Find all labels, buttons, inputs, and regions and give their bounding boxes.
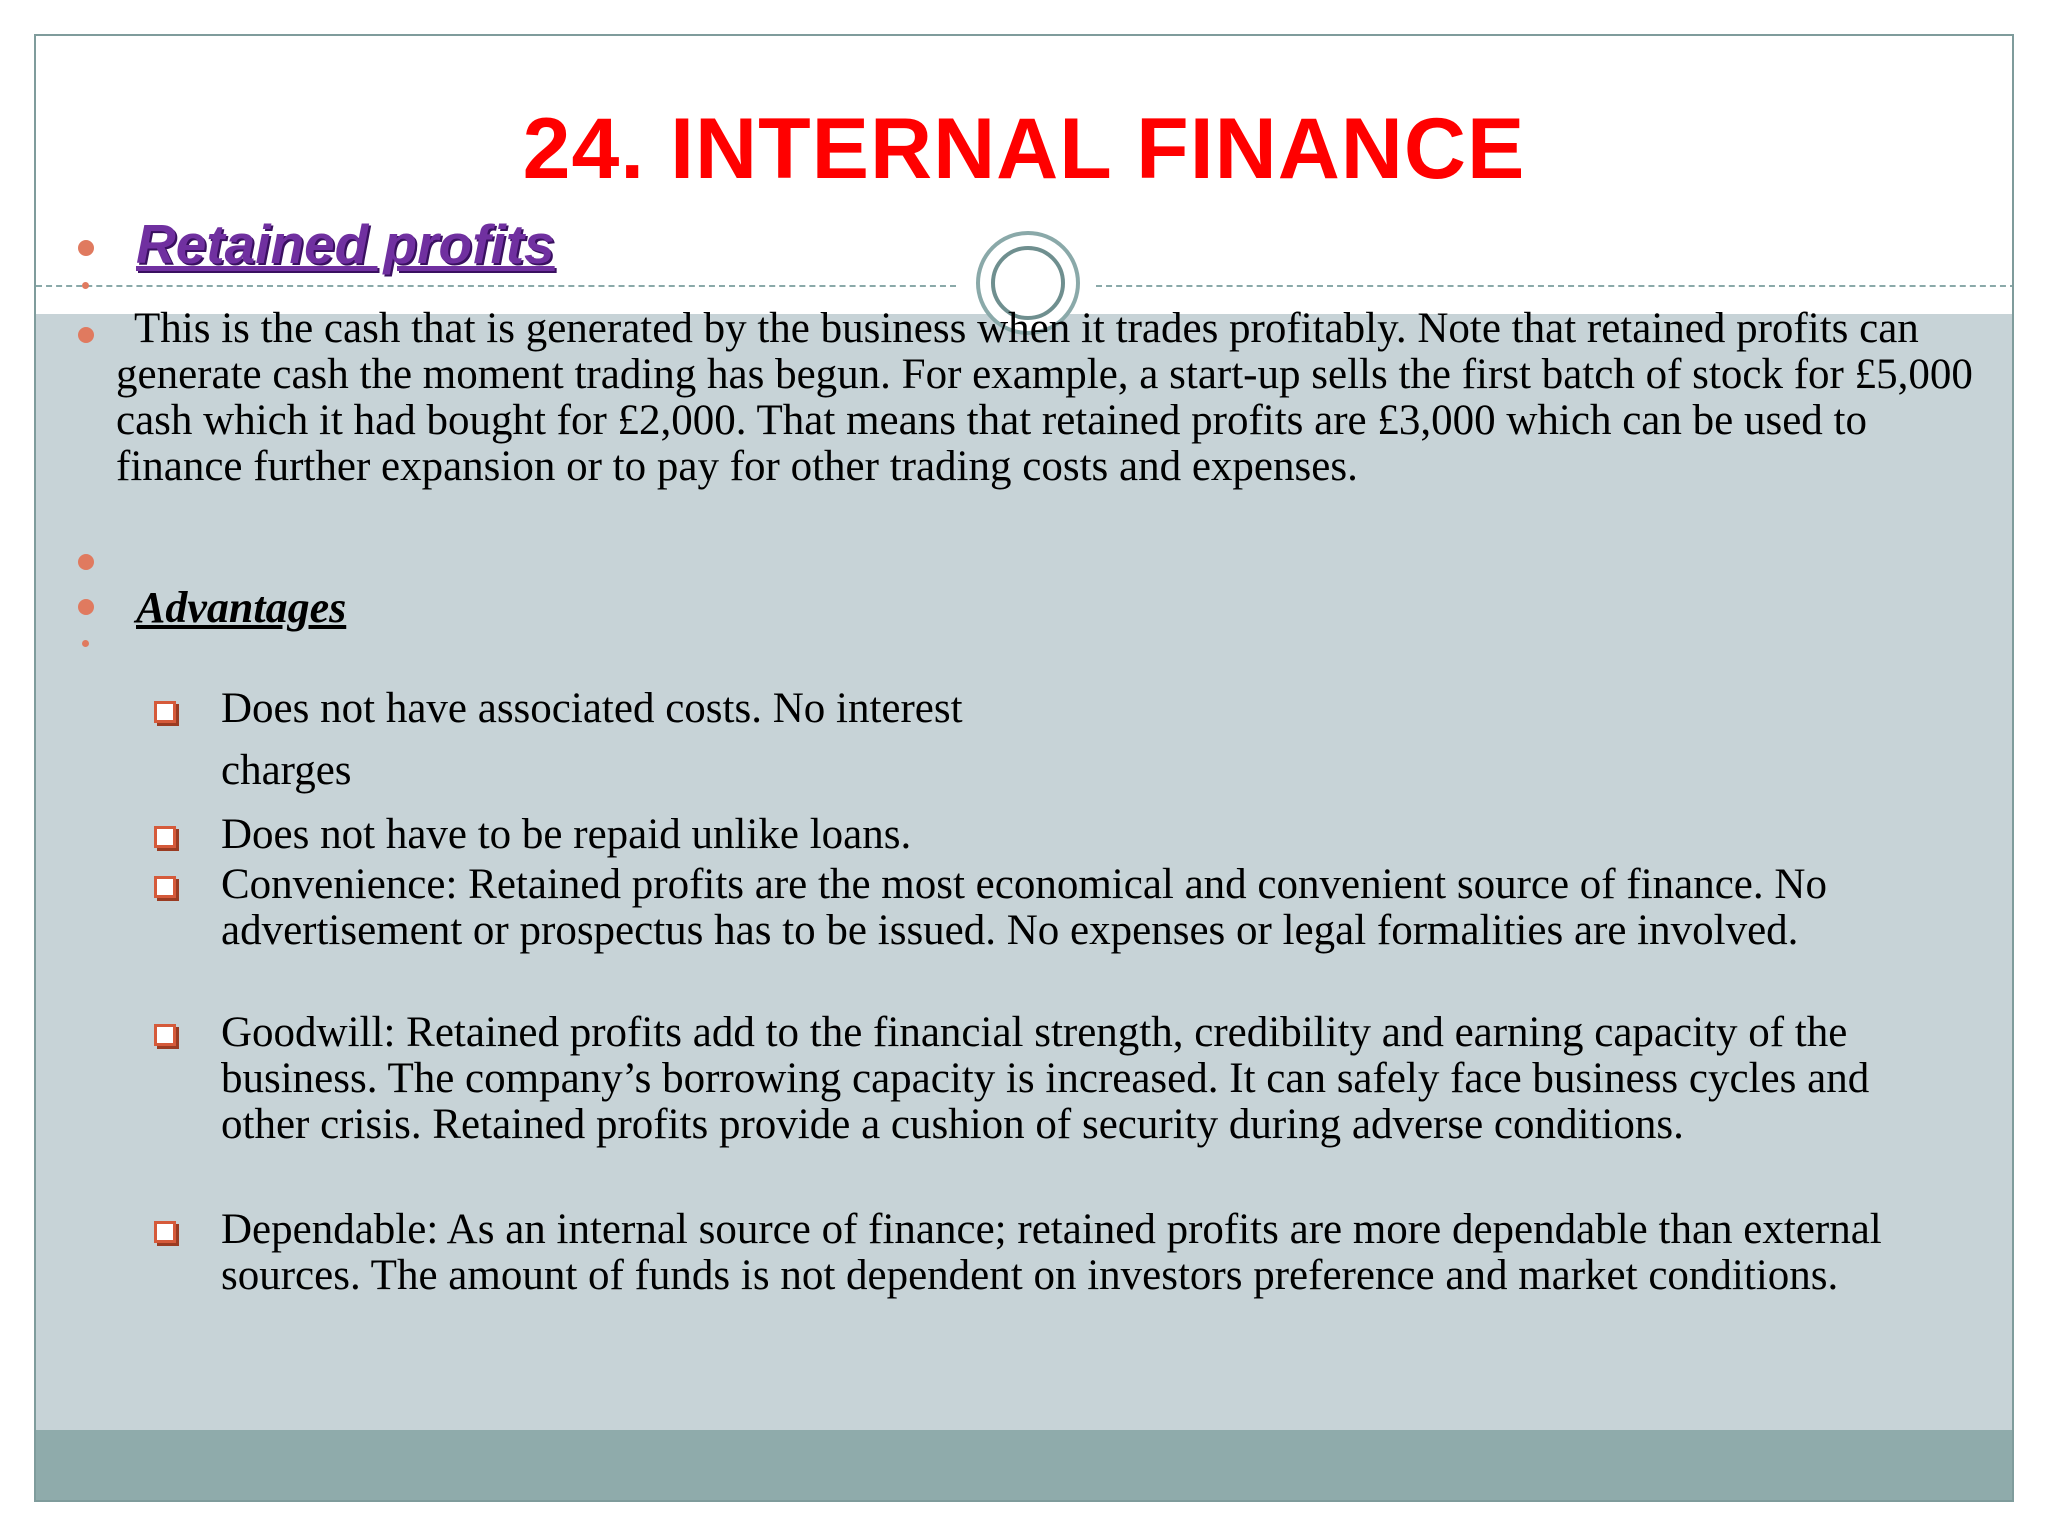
checkbox-square-icon (154, 1221, 176, 1243)
header-divider-right (1096, 285, 2014, 287)
advantage-item-goodwill: Goodwill: Retained profits add to the financial strength, credibility and earning capacity of the business. The company’s borrowing capacity is increased. It can safely face business cycles and other crisis. Retained profits provide a cushion of security during adverse conditions. (221, 1009, 1870, 1148)
footer-band (36, 1430, 2012, 1500)
round-bullet-icon (78, 327, 94, 343)
checkbox-square-icon (154, 701, 176, 723)
round-bullet-icon (78, 599, 94, 615)
advantage-item-no-repayment: Does not have to be repaid unlike loans. (221, 811, 912, 858)
round-bullet-icon (78, 554, 94, 570)
round-bullet-icon (82, 640, 89, 647)
intro-paragraph: This is the cash that is generated by the business when it trades profitably. Note that retained profits can generate cash the moment trading has begun. For example, a start-up sells the first batch of stock for £5,000 cash which it had bought for £2,000. That means that retained profits are £3,000 which can be used to finance further expansion or to pay for other trading costs and expenses. (116, 305, 1973, 490)
section-heading-retained-profits: Retained profits (136, 213, 555, 275)
round-bullet-icon (78, 240, 94, 256)
advantage-item-convenience: Convenience: Retained profits are the most economical and convenient source of finance. No advertisement or prospectus has to be issued. No expenses or legal formalities are involved. (221, 861, 1827, 954)
round-bullet-icon (82, 282, 89, 289)
checkbox-square-icon (154, 1024, 176, 1046)
header-divider-left (36, 285, 956, 287)
slide-title: 24. INTERNAL FINANCE (522, 101, 1526, 197)
advantage-item-dependable: Dependable: As an internal source of finance; retained profits are more dependable than external sources. The amount of funds is not dependent on investors preference and market conditions. (221, 1206, 1882, 1299)
advantages-heading: Advantages (136, 583, 347, 632)
checkbox-square-icon (154, 876, 176, 898)
slide (34, 34, 2014, 1502)
advantage-item-no-costs-continued: charges (221, 747, 352, 794)
checkbox-square-icon (154, 826, 176, 848)
advantage-item-no-costs: Does not have associated costs. No interest (221, 685, 963, 732)
